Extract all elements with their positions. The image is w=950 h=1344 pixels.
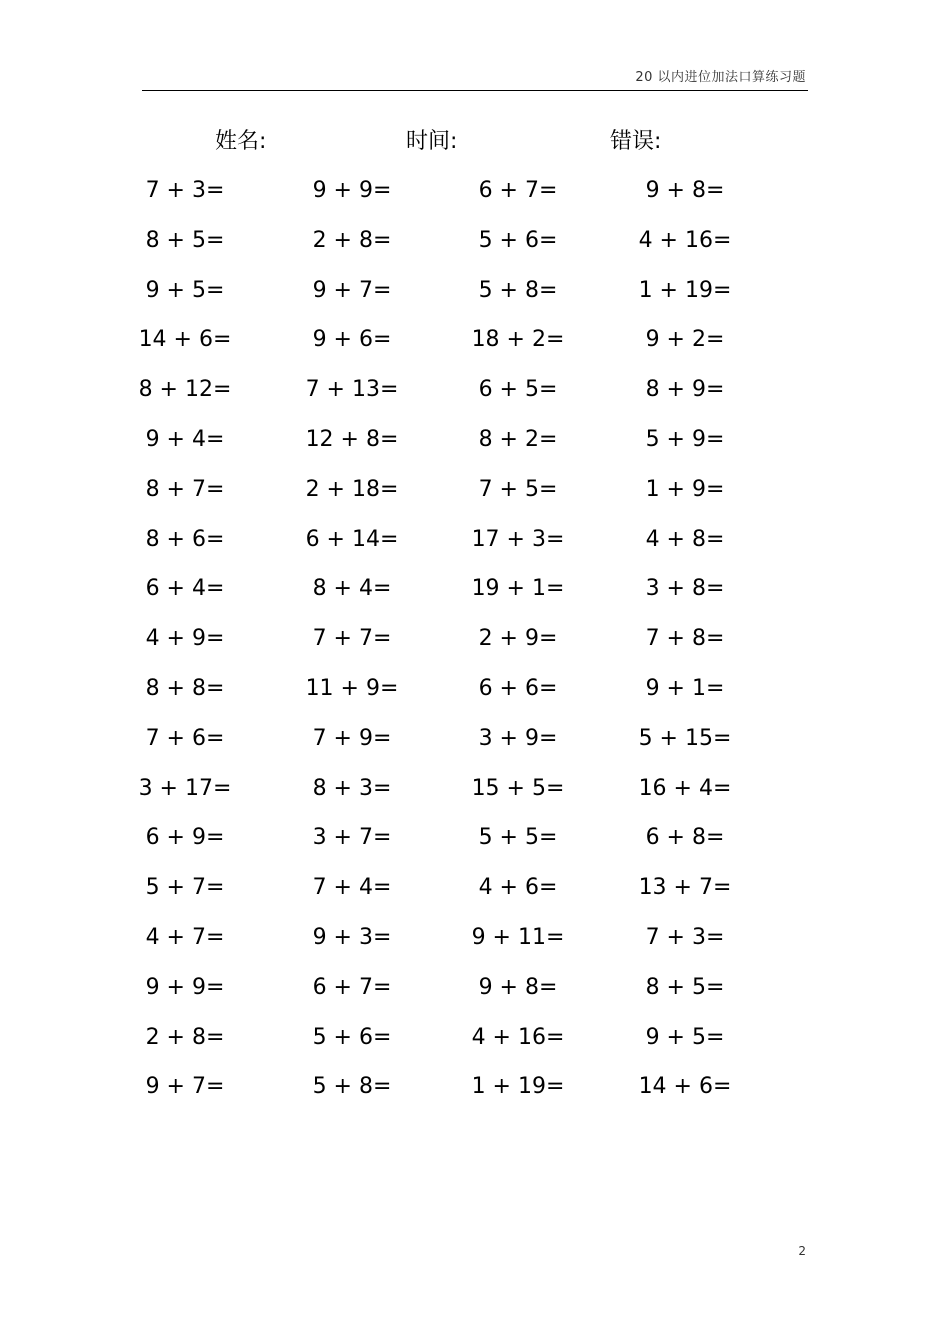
problem-item: 8 + 3= [312, 775, 392, 801]
problem-item: 1 + 19= [638, 277, 732, 303]
problem-item: 14 + 6= [138, 327, 232, 353]
page-header [142, 60, 808, 91]
problem-item: 12 + 8= [305, 426, 399, 452]
problem-item: 6 + 9= [145, 825, 225, 851]
problem-item: 4 + 7= [145, 924, 225, 950]
problem-item: 6 + 5= [478, 377, 558, 403]
problem-item: 4 + 16= [638, 227, 732, 253]
problem-row [0, 272, 950, 322]
problem-item: 6 + 7= [478, 178, 558, 203]
problem-item: 2 + 9= [478, 626, 558, 652]
problem-row [0, 670, 950, 720]
problem-item: 9 + 6= [312, 327, 392, 353]
problem-item: 7 + 3= [145, 178, 225, 203]
problem-item: 1 + 19= [471, 1074, 565, 1100]
problem-item: 9 + 11= [471, 924, 565, 950]
problem-row [0, 969, 950, 1019]
problem-item: 8 + 9= [645, 377, 725, 403]
problem-item: 9 + 5= [145, 277, 225, 303]
problem-item: 7 + 3= [645, 924, 725, 950]
problem-item: 7 + 9= [312, 725, 392, 751]
problem-item: 2 + 18= [305, 476, 399, 502]
problem-item: 5 + 9= [645, 426, 725, 452]
problem-item: 9 + 3= [312, 924, 392, 950]
problem-item: 5 + 8= [478, 277, 558, 303]
problem-item: 6 + 6= [478, 675, 558, 701]
problem-item: 1 + 9= [645, 476, 725, 502]
problem-item: 9 + 9= [145, 974, 225, 1000]
problem-row [0, 172, 950, 222]
problem-item: 6 + 14= [305, 526, 399, 552]
errors-label: 错误: [610, 129, 662, 154]
problem-item: 9 + 2= [645, 327, 725, 353]
problem-item: 8 + 5= [645, 974, 725, 1000]
problem-row [0, 1019, 950, 1069]
problem-item: 3 + 17= [138, 775, 232, 801]
problem-item: 8 + 5= [145, 227, 225, 253]
problem-item: 8 + 4= [312, 576, 392, 602]
problem-item: 13 + 7= [638, 875, 732, 901]
problem-item: 7 + 8= [645, 626, 725, 652]
problem-row [0, 1068, 950, 1118]
problem-row [0, 222, 950, 272]
problem-item: 4 + 6= [478, 875, 558, 901]
problem-item: 8 + 2= [478, 426, 558, 452]
problem-item: 9 + 8= [645, 178, 725, 203]
problem-row [0, 371, 950, 421]
problem-item: 18 + 2= [471, 327, 565, 353]
problem-row [0, 919, 950, 969]
problem-item: 3 + 9= [478, 725, 558, 751]
problem-item: 8 + 8= [145, 675, 225, 701]
problem-row [0, 471, 950, 521]
problem-item: 8 + 6= [145, 526, 225, 552]
problem-row [0, 770, 950, 820]
name-label: 姓名: [215, 129, 267, 154]
problem-item: 9 + 8= [478, 974, 558, 1000]
problem-item: 15 + 5= [471, 775, 565, 801]
problem-grid [0, 172, 950, 1118]
problem-row [0, 570, 950, 620]
problem-row [0, 819, 950, 869]
problem-item: 5 + 7= [145, 875, 225, 901]
problem-item: 8 + 12= [138, 377, 232, 403]
problem-item: 4 + 8= [645, 526, 725, 552]
problem-item: 5 + 8= [312, 1074, 392, 1100]
student-info-row [0, 124, 950, 164]
problem-row [0, 720, 950, 770]
problem-item: 4 + 16= [471, 1024, 565, 1050]
problem-item: 7 + 4= [312, 875, 392, 901]
problem-item: 3 + 8= [645, 576, 725, 602]
problem-item: 6 + 8= [645, 825, 725, 851]
problem-item: 11 + 9= [305, 675, 399, 701]
page-number: 2 [798, 1244, 806, 1258]
problem-item: 5 + 6= [312, 1024, 392, 1050]
problem-item: 6 + 7= [312, 974, 392, 1000]
problem-item: 17 + 3= [471, 526, 565, 552]
problem-item: 7 + 13= [305, 377, 399, 403]
problem-item: 4 + 9= [145, 626, 225, 652]
problem-item: 9 + 1= [645, 675, 725, 701]
problem-item: 5 + 6= [478, 227, 558, 253]
problem-row [0, 869, 950, 919]
problem-item: 14 + 6= [638, 1074, 732, 1100]
problem-item: 3 + 7= [312, 825, 392, 851]
problem-row [0, 321, 950, 371]
problem-item: 5 + 15= [638, 725, 732, 751]
problem-item: 7 + 5= [478, 476, 558, 502]
header-title: 20 以内进位加法口算练习题 [635, 70, 806, 85]
problem-item: 7 + 7= [312, 626, 392, 652]
problem-item: 19 + 1= [471, 576, 565, 602]
problem-item: 16 + 4= [638, 775, 732, 801]
problem-item: 9 + 4= [145, 426, 225, 452]
problem-item: 9 + 9= [312, 178, 392, 203]
problem-item: 2 + 8= [145, 1024, 225, 1050]
problem-row [0, 421, 950, 471]
problem-row [0, 620, 950, 670]
problem-item: 5 + 5= [478, 825, 558, 851]
problem-item: 9 + 5= [645, 1024, 725, 1050]
problem-item: 8 + 7= [145, 476, 225, 502]
problem-item: 2 + 8= [312, 227, 392, 253]
problem-item: 6 + 4= [145, 576, 225, 602]
problem-item: 7 + 6= [145, 725, 225, 751]
problem-item: 9 + 7= [312, 277, 392, 303]
problem-row [0, 521, 950, 571]
time-label: 时间: [406, 129, 458, 154]
problem-item: 9 + 7= [145, 1074, 225, 1100]
